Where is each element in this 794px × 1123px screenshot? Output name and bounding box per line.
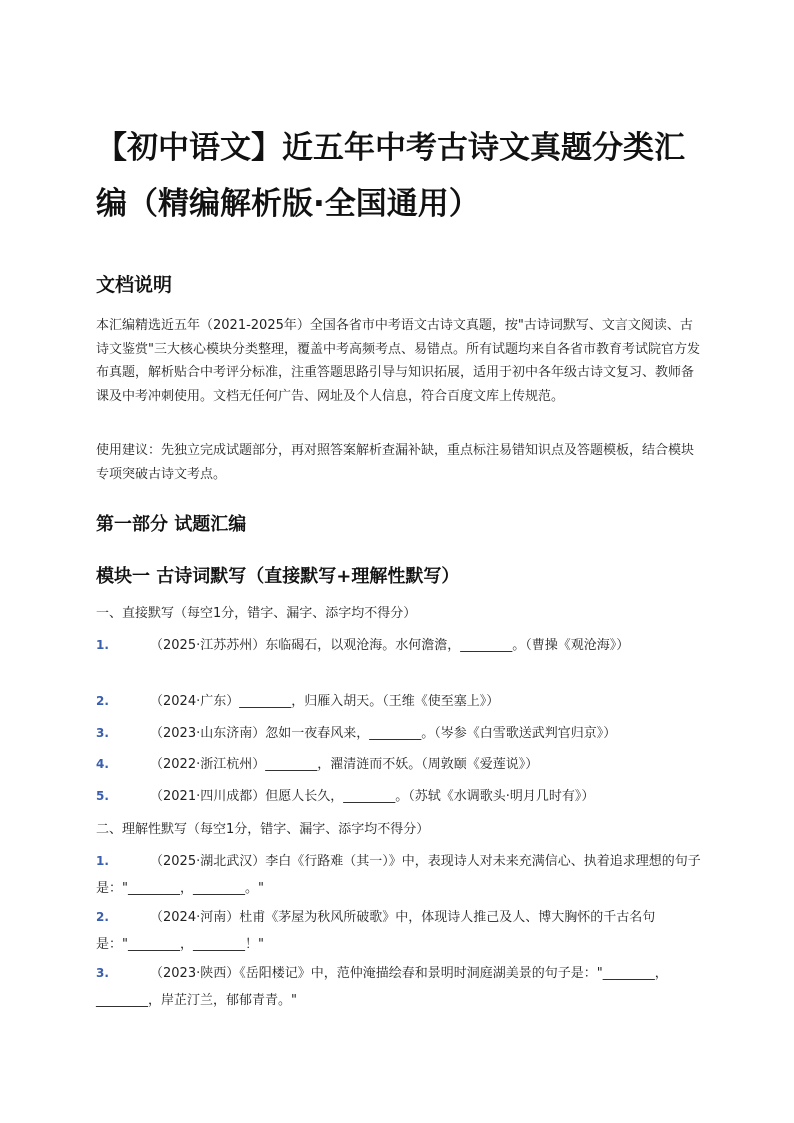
question-number: 2.: [96, 910, 109, 924]
question-number: 3.: [96, 726, 109, 740]
question-number: 1.: [96, 854, 109, 868]
part-one-title: 第一部分 试题汇编: [96, 514, 247, 535]
question-item: [96, 688, 702, 715]
module-one-title: 模块一 古诗词默写（直接默写+理解性默写）: [96, 566, 460, 587]
question-text: （2021·四川成都）但愿人长久，________。（苏轼《水调歌头·明月几时有》）: [150, 789, 595, 804]
description-paragraph-1: 本汇编精选近五年（2021-2025年）全国各省市中考语文古诗文真题，按"古诗词默写、文言文阅读、古诗文鉴赏"三大核心模块分类整理，覆盖中考高频考点、易错点。所有试题均来自各省市教育考试院官方发布真题，解析贴合中考评分标准，注重答题思路引导与知识拓展，适用于初中各年级古诗文复习、教师备课及中考冲刺使用。文档无任何广告、网址及个人信息，符合百度文库上传规范。: [96, 318, 700, 404]
question-item: [96, 632, 702, 659]
question-item: [96, 904, 702, 958]
question-text: （2022·浙江杭州）________，濯清涟而不妖。（周敦颐《爱莲说》）: [150, 757, 539, 772]
question-item: [96, 848, 702, 902]
description-paragraph-2: 使用建议：先独立完成试题部分，再对照答案解析查漏补缺，重点标注易错知识点及答题模板，结合模块专项突破古诗文考点。: [96, 443, 695, 482]
section-understanding-dictation: 二、理解性默写（每空1分，错字、漏字、添字均不得分）: [96, 822, 430, 837]
question-number: 1.: [96, 638, 109, 652]
question-text: （2023·山东济南）忽如一夜春风来，________。（岑参《白雪歌送武判官归京》）: [150, 726, 617, 741]
question-item: [96, 783, 702, 810]
question-text: （2025·江苏苏州）东临碣石，以观沧海。水何澹澹，________。（曹操《观沧海》）: [150, 638, 630, 653]
question-item: [96, 720, 702, 747]
document-title: 【初中语文】近五年中考古诗文真题分类汇编（精编解析版·全国通用）: [96, 130, 685, 222]
section-direct-dictation: 一、直接默写（每空1分，错字、漏字、添字均不得分）: [96, 606, 417, 621]
question-number: 4.: [96, 757, 109, 771]
question-number: 5.: [96, 789, 109, 803]
question-item: [96, 960, 702, 1014]
question-text: （2024·河南）杜甫《茅屋为秋风所破歌》中，体现诗人推己及人、博大胸怀的千古名句是："________，________！": [96, 910, 656, 952]
doc-description-heading: 文档说明: [96, 274, 173, 296]
question-number: 3.: [96, 966, 109, 980]
question-number: 2.: [96, 694, 109, 708]
question-item: [96, 751, 702, 778]
question-text: （2023·陕西）《岳阳楼记》中，范仲淹描绘春和景明时洞庭湖美景的句子是："________，________，岸芷汀兰，郁郁青青。": [96, 966, 668, 1008]
question-text: （2025·湖北武汉）李白《行路难（其一）》中，表现诗人对未来充满信心、执着追求理想的句子是："________，________。": [96, 854, 701, 896]
question-text: （2024·广东）________，归雁入胡天。（王维《使至塞上》）: [150, 694, 500, 709]
